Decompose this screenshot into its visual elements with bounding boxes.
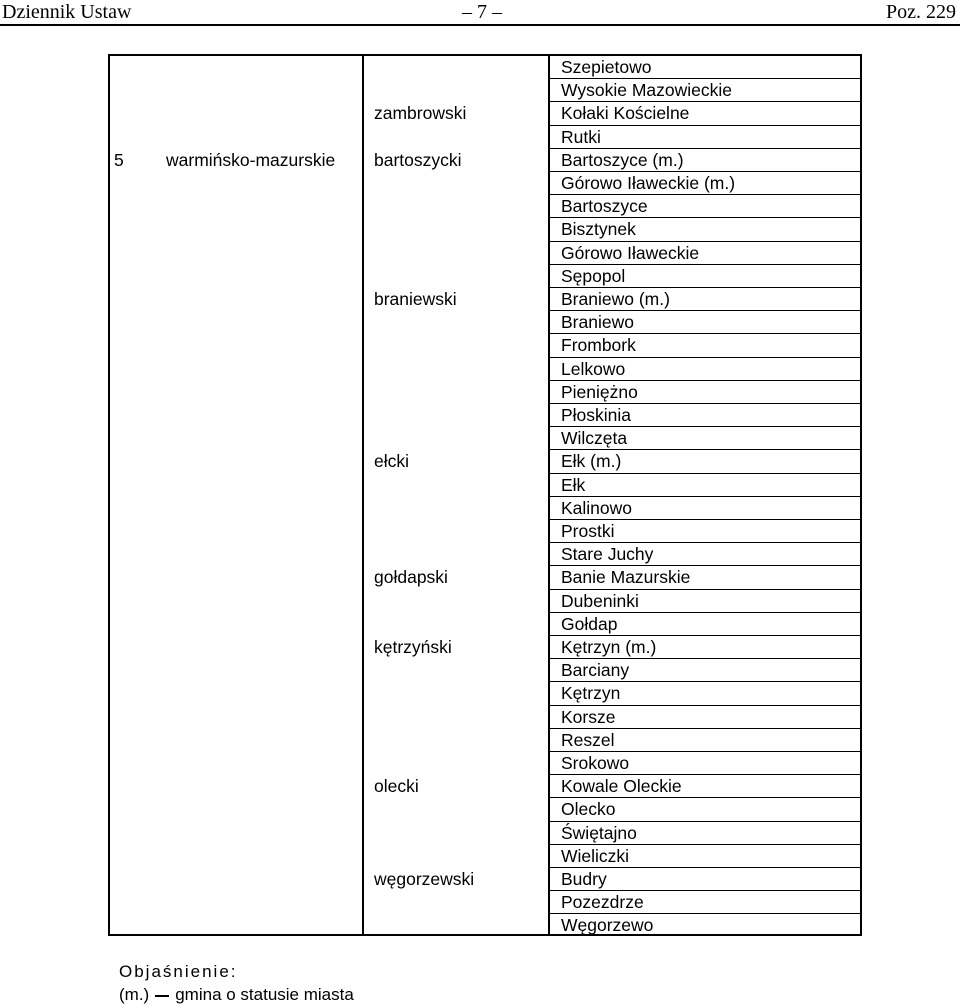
- gmina-cell: Dubeninki: [561, 590, 639, 611]
- row-divider: [550, 635, 862, 636]
- row-divider: [550, 658, 862, 659]
- gmina-cell: Kętrzyn: [561, 683, 621, 704]
- gmina-cell: Sępopol: [561, 265, 626, 286]
- row-divider: [550, 333, 862, 334]
- county-cell: kętrzyński: [374, 637, 452, 657]
- column-divider: [362, 56, 364, 934]
- row-divider: [550, 681, 862, 682]
- gmina-cell: Górowo Iławeckie (m.): [561, 173, 736, 193]
- row-divider: [550, 797, 862, 798]
- gmina-cell: Pieniężno: [561, 381, 638, 402]
- row-divider: [550, 774, 862, 775]
- gmina-cell: Barciany: [561, 660, 630, 681]
- row-divider: [550, 473, 862, 474]
- gmina-cell: Bartoszyce: [561, 196, 648, 217]
- gmina-cell: Wysokie Mazowieckie: [561, 80, 733, 101]
- gmina-cell: Ełk: [561, 474, 586, 495]
- row-divider: [550, 844, 862, 845]
- row-divider: [550, 403, 862, 404]
- gmina-cell: Srokowo: [561, 753, 630, 773]
- gmina-cell: Braniewo (m.): [561, 289, 670, 309]
- row-divider: [550, 519, 862, 520]
- legend-dash: [155, 995, 169, 997]
- row-divider: [550, 101, 862, 102]
- row-divider: [550, 148, 862, 149]
- row-divider: [550, 728, 862, 729]
- gmina-cell: Kowale Oleckie: [561, 776, 682, 797]
- gmina-table: [108, 54, 862, 936]
- region-number: 5: [114, 150, 124, 170]
- gmina-cell: Reszel: [561, 729, 615, 750]
- row-divider: [550, 867, 862, 868]
- gmina-cell: Stare Juchy: [561, 544, 654, 565]
- gmina-cell: Pozezdrze: [561, 892, 644, 913]
- gmina-cell: Wieliczki: [561, 845, 630, 866]
- row-divider: [550, 612, 862, 613]
- gmina-cell: Lelkowo: [561, 358, 626, 379]
- county-cell: gołdapski: [374, 567, 448, 588]
- gmina-cell: Prostki: [561, 521, 615, 541]
- gmina-cell: Banie Mazurskie: [561, 567, 691, 588]
- explanation-heading: Objaśnienie:: [119, 962, 238, 981]
- gmina-cell: Kalinowo: [561, 497, 633, 518]
- voivodeship-name: warmińsko-mazurskie: [166, 150, 336, 170]
- row-divider: [550, 426, 862, 427]
- gmina-cell: Ełk (m.): [561, 451, 622, 472]
- gmina-cell: Budry: [561, 869, 607, 889]
- row-divider: [550, 125, 862, 126]
- row-divider: [550, 542, 862, 543]
- gmina-cell: Płoskinia: [561, 405, 632, 425]
- row-divider: [550, 171, 862, 172]
- county-cell: zambrowski: [374, 103, 467, 124]
- row-divider: [550, 194, 862, 195]
- gmina-cell: Kętrzyn (m.): [561, 637, 657, 657]
- gmina-cell: Korsze: [561, 706, 616, 727]
- gmina-cell: Węgorzewo: [561, 915, 654, 936]
- county-cell: węgorzewski: [374, 869, 475, 889]
- journal-title: Dziennik Ustaw: [2, 1, 132, 23]
- gmina-cell: Rutki: [561, 126, 601, 147]
- row-divider: [550, 78, 862, 79]
- row-divider: [550, 890, 862, 891]
- row-divider: [550, 264, 862, 265]
- row-divider: [550, 287, 862, 288]
- gmina-cell: Bartoszyce (m.): [561, 149, 684, 170]
- gmina-cell: Kołaki Kościelne: [561, 103, 690, 124]
- row-divider: [550, 821, 862, 822]
- row-divider: [550, 449, 862, 450]
- gmina-cell: Braniewo: [561, 312, 634, 333]
- legend-text: gmina o statusie miasta: [175, 985, 354, 1004]
- row-divider: [550, 357, 862, 358]
- county-cell: ełcki: [374, 451, 410, 472]
- gmina-cell: Wilczęta: [561, 428, 628, 449]
- gmina-cell: Świętajno: [561, 822, 637, 843]
- row-divider: [550, 496, 862, 497]
- row-divider: [550, 589, 862, 590]
- gmina-cell: Frombork: [561, 335, 636, 356]
- row-divider: [550, 241, 862, 242]
- county-cell: bartoszycki: [374, 149, 462, 170]
- gmina-cell: Górowo Iławeckie: [561, 242, 700, 263]
- county-cell: braniewski: [374, 289, 457, 309]
- position-number: Poz. 229: [886, 1, 956, 23]
- legend-abbr: (m.): [119, 985, 150, 1004]
- row-divider: [550, 705, 862, 706]
- legend-line: [119, 985, 354, 1005]
- row-divider: [550, 751, 862, 752]
- gmina-cell: Szepietowo: [561, 57, 652, 77]
- gmina-cell: Olecko: [561, 799, 616, 820]
- gmina-cell: Bisztynek: [561, 219, 636, 240]
- county-cell: olecki: [374, 776, 419, 797]
- gmina-cell: Gołdap: [561, 613, 618, 634]
- page-number: – 7 –: [462, 1, 502, 23]
- row-divider: [550, 217, 862, 218]
- row-divider: [550, 913, 862, 914]
- row-divider: [550, 565, 862, 566]
- page-header: [0, 0, 960, 27]
- row-divider: [550, 310, 862, 311]
- row-divider: [550, 380, 862, 381]
- header-rule: [0, 24, 960, 26]
